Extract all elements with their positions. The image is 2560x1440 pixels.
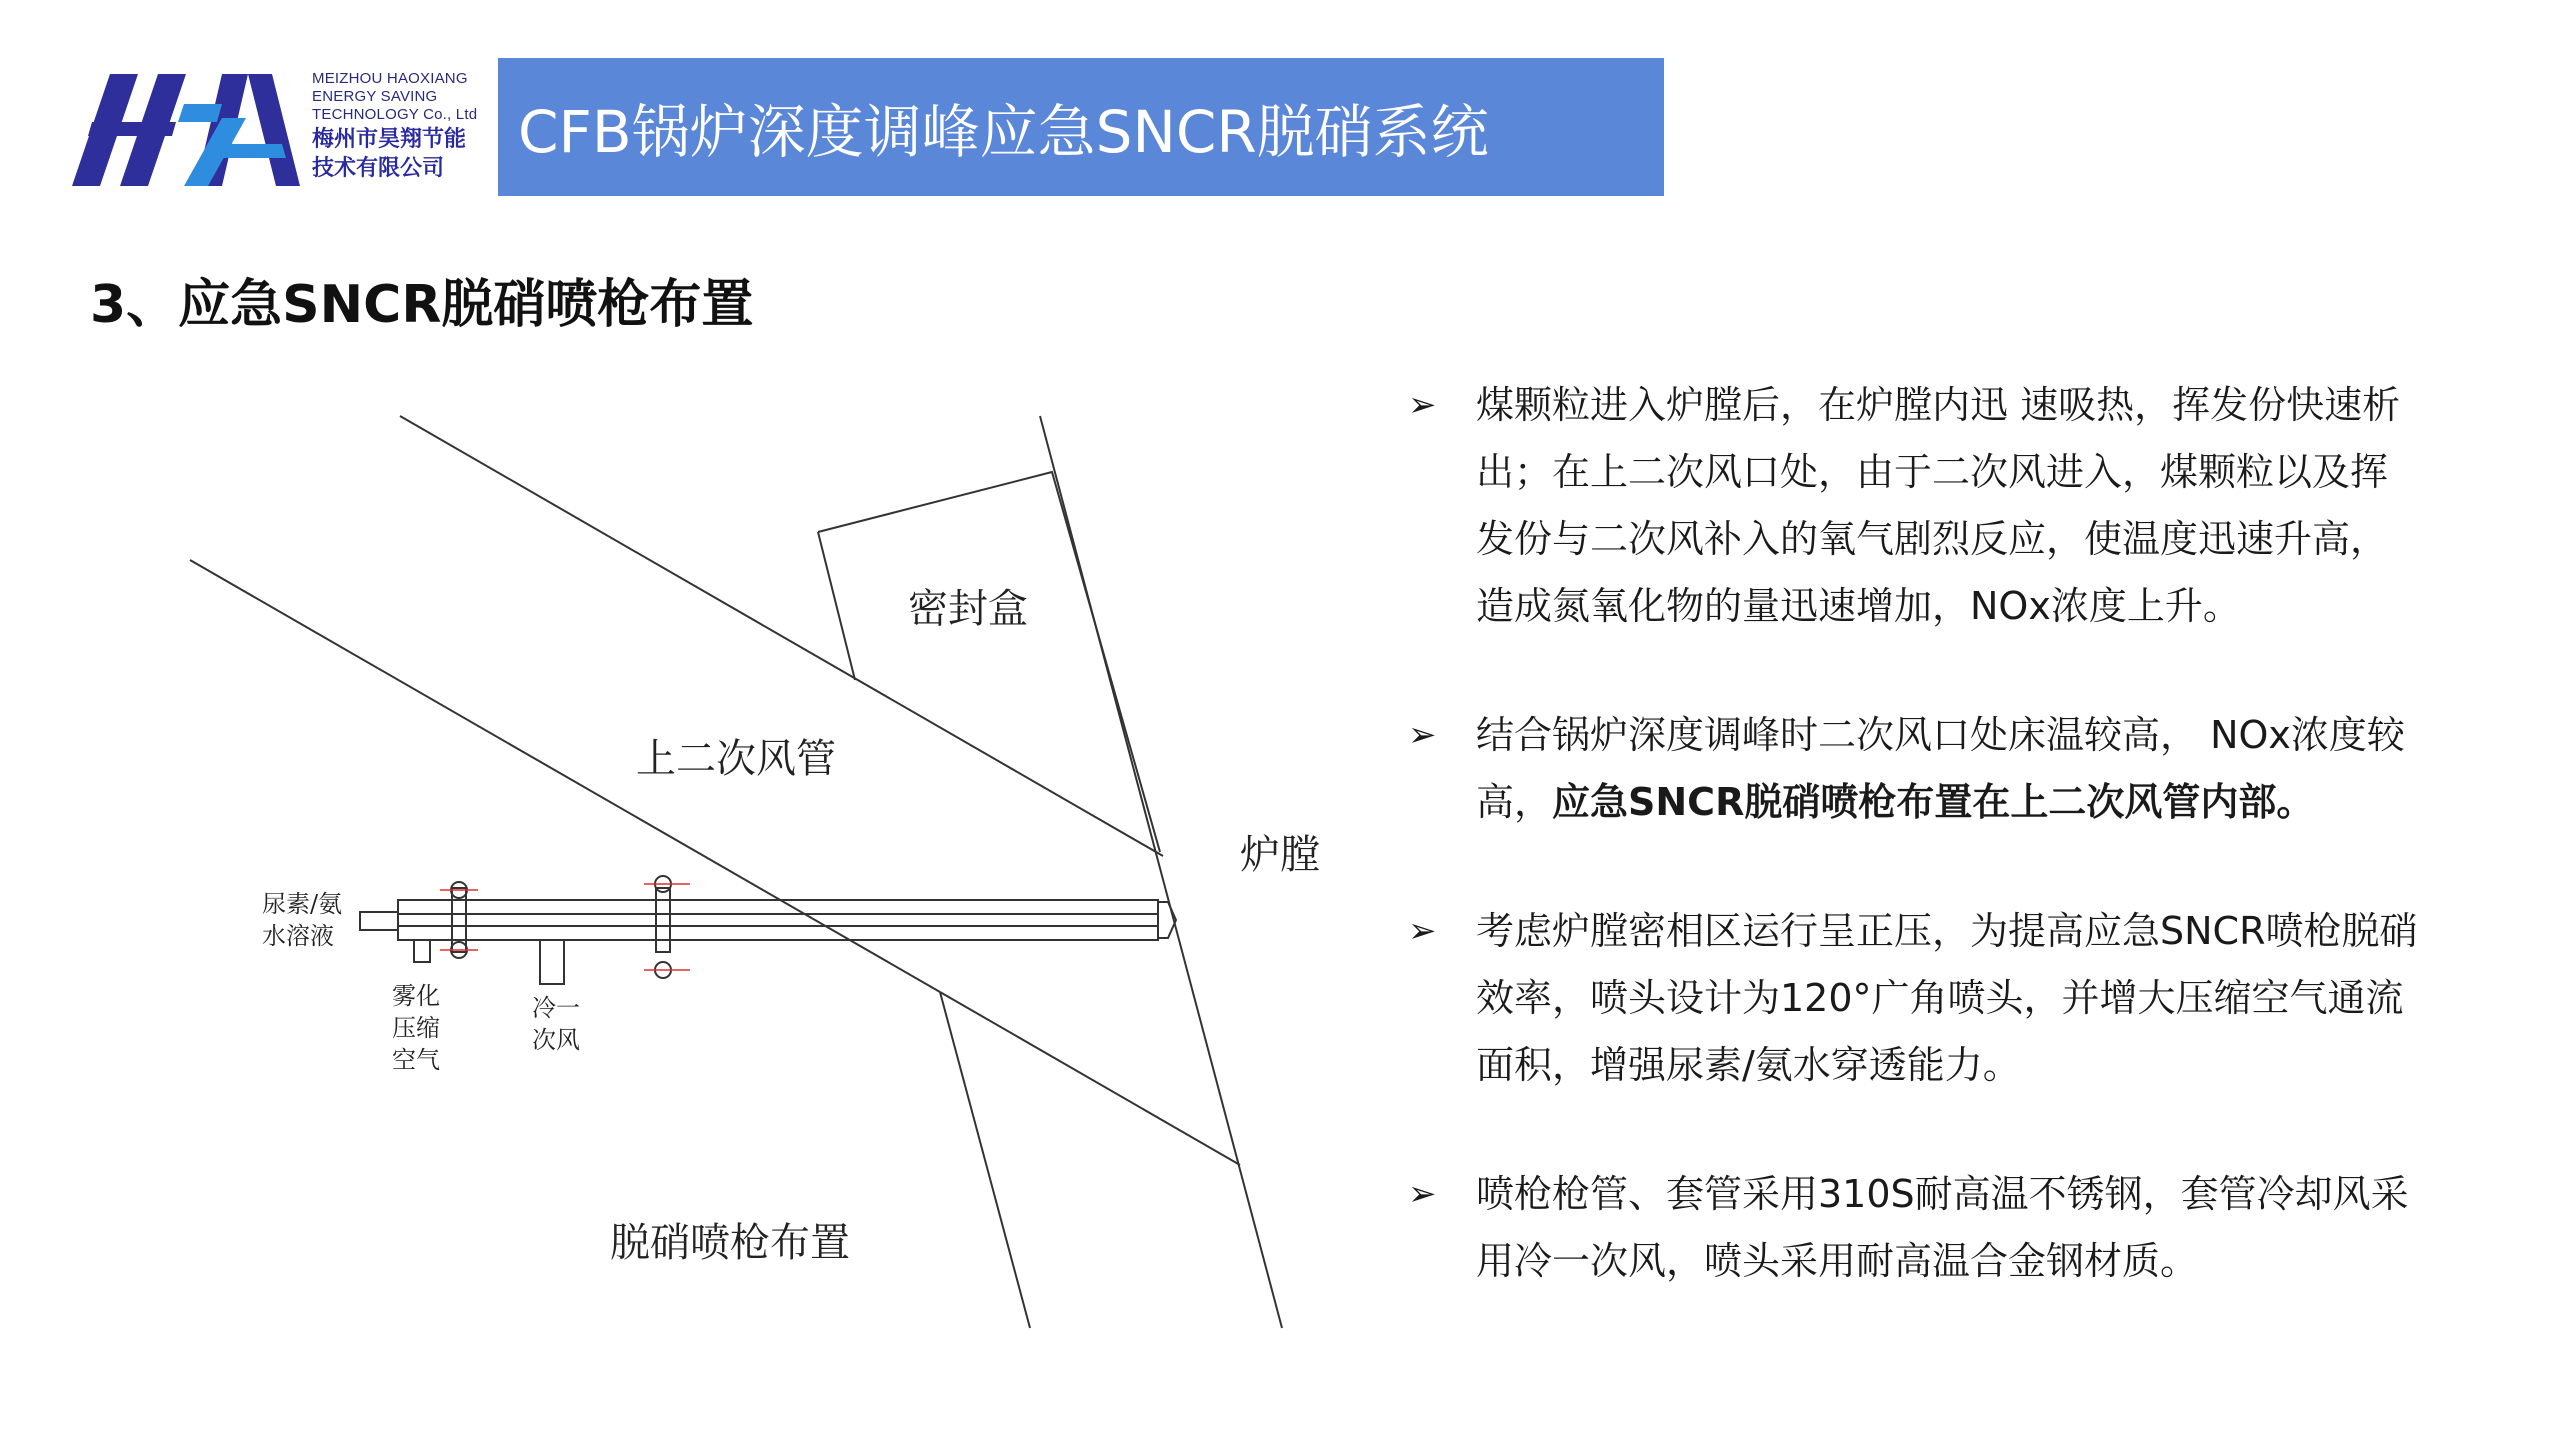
bullet-text-1: 煤颗粒进入炉膛后，在炉膛内迅 速吸热，挥发份快速析出；在上二次风口处，由于二次风进入，煤颗粒以及挥发份与二次风补入的氧气剧烈反应，使温度迅速升高，造成氮氧化物的量迅速增加，NOx浓度上升。 xyxy=(1476,383,2401,628)
bullet-text-2 xyxy=(1476,702,2418,836)
diagram-caption: 脱硝喷枪布置 xyxy=(610,1220,850,1266)
section-heading: 3、应急SNCR脱硝喷枪布置 xyxy=(90,275,754,335)
bullet-item-1 xyxy=(1408,372,2418,640)
atomize-label-line-1: 雾化 xyxy=(392,982,440,1010)
gun-sleeve xyxy=(398,900,1158,940)
bullet-list xyxy=(1408,372,2418,1357)
logo-cn-line-1: 梅州市昊翔节能 xyxy=(312,127,467,152)
bullet-text-2-plain: 结合锅炉深度调峰时二次风口处床温较高， NOx浓度较高， xyxy=(1476,713,2405,824)
bullet-text-2-bold: 应急SNCR脱硝喷枪布置在上二次风管内部。 xyxy=(1552,780,2315,824)
urea-inlet-stub xyxy=(360,912,398,930)
bullet-item-2 xyxy=(1408,702,2418,836)
atomize-label-line-2: 压缩 xyxy=(392,1014,440,1042)
seal-box-label: 密封盒 xyxy=(908,586,1028,632)
bullet-text-4: 喷枪枪管、套管采用310S耐高温不锈钢，套管冷却风采用冷一次风，喷头采用耐高温合金钢材质。 xyxy=(1476,1172,2409,1283)
arrow-bullet-icon: ➢ xyxy=(1408,1174,1437,1214)
bullet-item-4 xyxy=(1408,1161,2418,1295)
cold-air-label-line-2: 次风 xyxy=(532,1026,580,1054)
flange-2 xyxy=(656,888,670,952)
arrow-bullet-icon: ➢ xyxy=(1408,715,1437,755)
cooling-air-inlet xyxy=(540,940,564,984)
atomize-label-line-3: 空气 xyxy=(392,1046,440,1074)
furnace-label: 炉膛 xyxy=(1240,832,1320,878)
urea-label-line-1: 尿素/氨 xyxy=(262,890,343,918)
cold-air-label-line-1: 冷一 xyxy=(532,994,580,1022)
logo-en-line-2: ENERGY SAVING xyxy=(312,88,438,105)
page-title: CFB锅炉深度调峰应急SNCR脱硝系统 xyxy=(518,98,1489,166)
seal-box-outline xyxy=(818,472,1160,852)
furnace-inner-wall-lower xyxy=(940,992,1030,1328)
atomizing-air-inlet xyxy=(414,940,430,962)
air-duct-label: 上二次风管 xyxy=(636,736,836,782)
bullet-item-3 xyxy=(1408,898,2418,1099)
duct-upper-wall xyxy=(400,416,1163,856)
duct-lower-wall-right xyxy=(940,992,1240,1165)
arrow-bullet-icon: ➢ xyxy=(1408,385,1437,425)
seal-box-left-edge xyxy=(818,532,855,680)
arrow-bullet-icon: ➢ xyxy=(1408,911,1437,951)
bullet-text-3: 考虑炉膛密相区运行呈正压，为提高应急SNCR喷枪脱硝效率，喷头设计为120°广角喷头，并增大压缩空气通流面积，增强尿素/氨水穿透能力。 xyxy=(1476,909,2418,1087)
logo-cn-line-2: 技术有限公司 xyxy=(312,156,445,181)
logo-en-line-3: TECHNOLOGY Co., Ltd xyxy=(312,106,478,123)
urea-label-line-2: 水溶液 xyxy=(262,922,334,950)
logo-en-line-1: MEIZHOU HAOXIANG xyxy=(312,70,468,87)
